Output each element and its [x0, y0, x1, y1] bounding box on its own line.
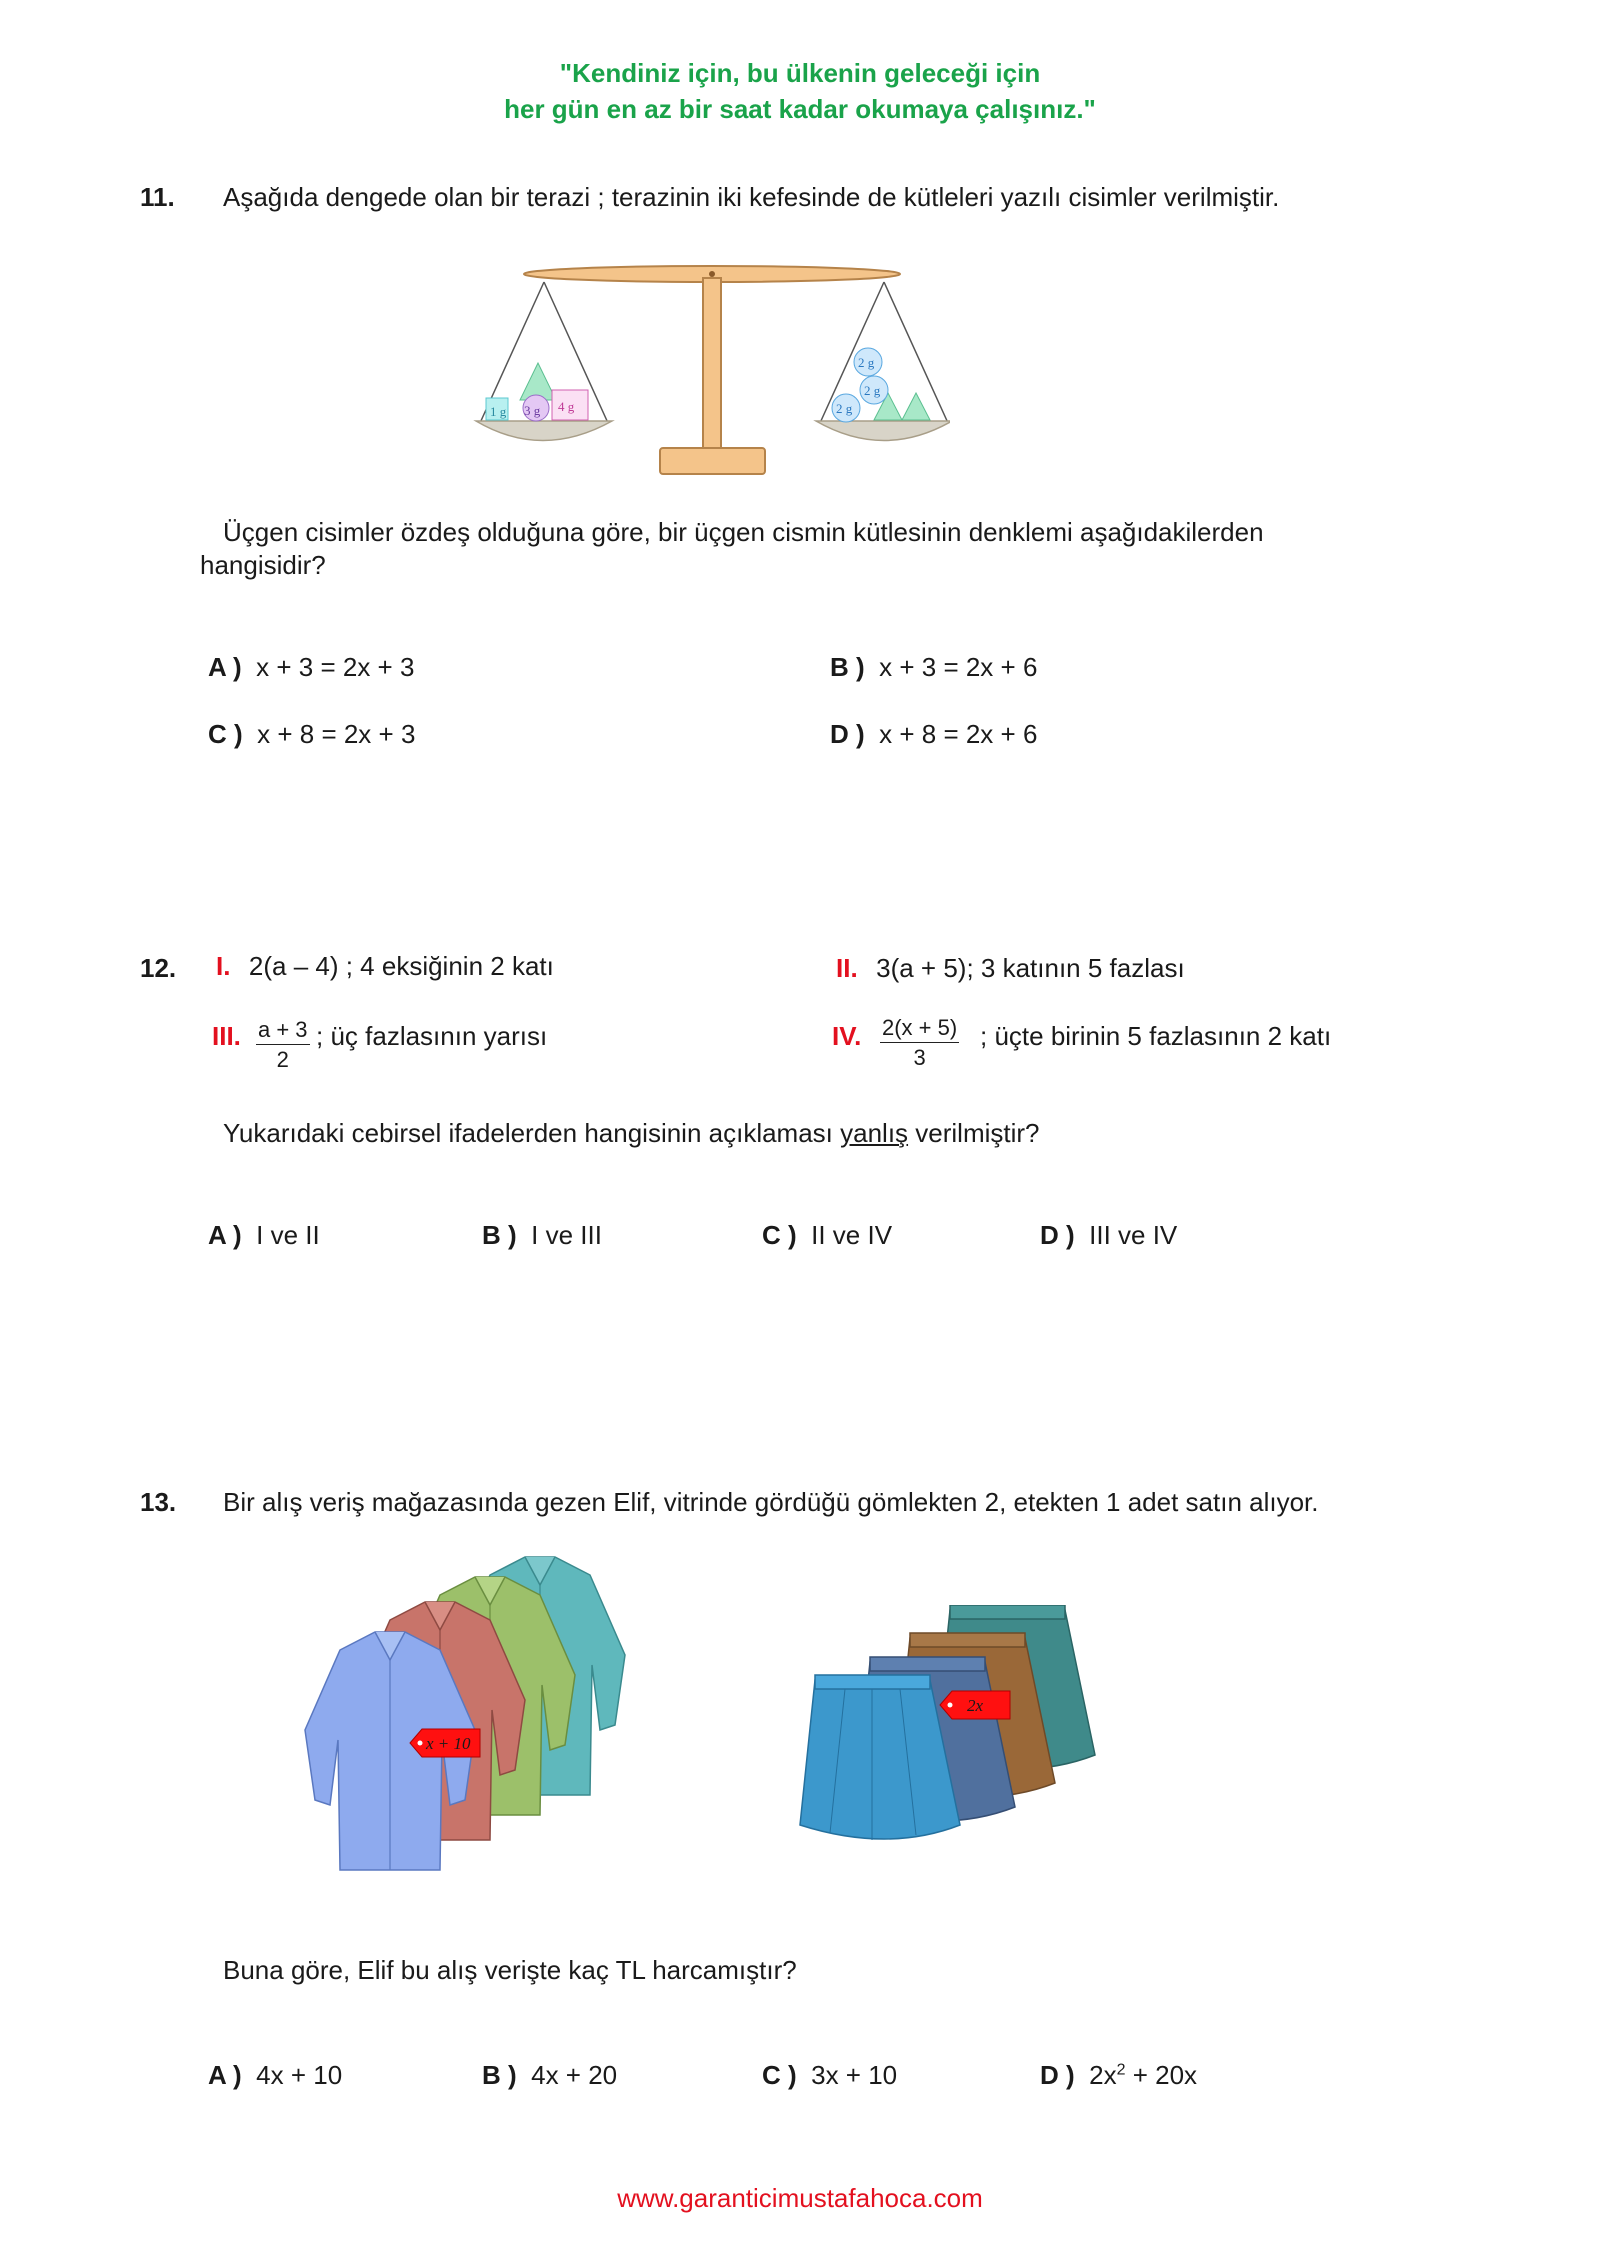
option-text: x + 3 = 2x + 3 — [256, 652, 415, 682]
option-text: III ve IV — [1089, 1220, 1178, 1250]
footer-website-link[interactable]: www.garanticimustafahoca.com — [617, 2183, 983, 2213]
q12-option-b[interactable] — [482, 1220, 602, 1251]
option-text: I ve III — [531, 1220, 602, 1250]
motto-line-1: "Kendiniz için, bu ülkenin geleceği için — [559, 58, 1041, 88]
q13-option-d[interactable] — [1040, 2060, 1197, 2091]
option-text — [1089, 2060, 1197, 2090]
option-label: A ) — [208, 652, 242, 682]
skirts-illustration — [795, 1605, 1125, 1865]
pan-label-1g: 1 g — [490, 404, 507, 419]
skirt-tag-label: 2x — [967, 1696, 984, 1715]
option-text: x + 8 = 2x + 3 — [257, 719, 416, 749]
option-text: 4x + 10 — [256, 2060, 343, 2090]
roman-numeral: II. — [836, 953, 858, 983]
fraction-2x-plus-5-over-3 — [880, 1014, 959, 1073]
option-label: C ) — [762, 1220, 797, 1250]
term-rest: + 20x — [1125, 2060, 1198, 2090]
roman-numeral-iii: III. — [212, 1021, 241, 1051]
shirt-tag-label: x + 10 — [426, 1734, 471, 1753]
option-label: B ) — [830, 652, 865, 682]
fraction-numerator: 2(x + 5) — [880, 1014, 959, 1043]
q13-option-c[interactable] — [762, 2060, 897, 2091]
q12-option-d[interactable] — [1040, 1220, 1177, 1251]
pan-label-2g-a: 2 g — [836, 401, 853, 416]
q11-prompt-line2: hangisidir? — [200, 550, 326, 580]
q11-prompt-line1: Üçgen cisimler özdeş olduğuna göre, bir üçgen cismin kütlesinin denklemi aşağıdakilerden — [223, 517, 1264, 547]
q11-option-b[interactable] — [830, 652, 1037, 683]
shirts-illustration — [300, 1545, 700, 1905]
item-iv-text: ; üçte birinin 5 fazlasının 2 katı — [980, 1021, 1332, 1051]
roman-numeral-iv: IV. — [832, 1021, 862, 1051]
option-text: 4x + 20 — [531, 2060, 618, 2090]
q11-number: 11. — [140, 182, 175, 212]
item-iii-text: ; üç fazlasının yarısı — [316, 1021, 548, 1051]
balance-scale-illustration — [470, 238, 950, 483]
option-label: B ) — [482, 2060, 517, 2090]
q12-option-a[interactable] — [208, 1220, 320, 1251]
q13-number: 13. — [140, 1487, 177, 1517]
roman-numeral: I. — [216, 951, 231, 981]
q12-option-c[interactable] — [762, 1220, 892, 1251]
pan-label-3g: 3 g — [524, 403, 541, 418]
q12-item-1 — [216, 951, 554, 982]
q13-option-b[interactable] — [482, 2060, 617, 2091]
option-label: D ) — [1040, 2060, 1075, 2090]
fraction-denominator: 3 — [913, 1045, 926, 1070]
pan-label-2g-b: 2 g — [864, 383, 881, 398]
option-label: A ) — [208, 1220, 242, 1250]
option-label: D ) — [1040, 1220, 1075, 1250]
option-text: II ve IV — [811, 1220, 893, 1250]
option-label: A ) — [208, 2060, 242, 2090]
fraction-denominator: 2 — [276, 1047, 289, 1072]
skirt-price-tag — [940, 1691, 1010, 1719]
item-text: 3(a + 5); 3 katının 5 fazlası — [876, 953, 1185, 983]
q12-number: 12. — [140, 953, 177, 983]
question-text-end: verilmiştir? — [908, 1118, 1040, 1148]
option-label: B ) — [482, 1220, 517, 1250]
underlined-word: yanlış — [840, 1118, 909, 1148]
q11-option-d[interactable] — [830, 719, 1037, 750]
q11-option-c[interactable] — [208, 719, 415, 750]
item-text: 2(a – 4) ; 4 eksiğinin 2 katı — [248, 951, 554, 981]
option-text: x + 8 = 2x + 6 — [879, 719, 1038, 749]
option-text: I ve II — [256, 1220, 320, 1250]
option-label: C ) — [762, 2060, 797, 2090]
q13-text: Bir alış veriş mağazasında gezen Elif, vitrinde gördüğü gömlekten 2, etekten 1 adet satın alıyor. — [223, 1487, 1319, 1517]
pan-label-4g: 4 g — [558, 399, 575, 414]
q11-option-a[interactable] — [208, 652, 414, 683]
motto-line-2: her gün en az bir saat kadar okumaya çalışınız." — [504, 94, 1096, 124]
q13-prompt: Buna göre, Elif bu alış verişte kaç TL harcamıştır? — [223, 1955, 797, 1985]
shirt-price-tag — [410, 1729, 480, 1757]
option-label: C ) — [208, 719, 243, 749]
term-base: 2x — [1089, 2060, 1117, 2090]
fraction-numerator: a + 3 — [256, 1016, 310, 1045]
q13-option-a[interactable] — [208, 2060, 342, 2091]
option-text: x + 3 = 2x + 6 — [879, 652, 1038, 682]
fraction-a-plus-3-over-2 — [256, 1016, 310, 1075]
option-label: D ) — [830, 719, 865, 749]
exponent: 2 — [1116, 2061, 1126, 2079]
q12-question — [223, 1118, 1040, 1149]
option-text: 3x + 10 — [811, 2060, 898, 2090]
question-text-start: Yukarıdaki cebirsel ifadelerden hangisinin açıklaması — [223, 1118, 841, 1148]
q12-item-2 — [836, 953, 1185, 984]
pan-label-2g-c: 2 g — [858, 355, 875, 370]
q11-text: Aşağıda dengede olan bir terazi ; terazinin iki kefesinde de kütleleri yazılı cisimler verilmiştir. — [223, 182, 1280, 212]
